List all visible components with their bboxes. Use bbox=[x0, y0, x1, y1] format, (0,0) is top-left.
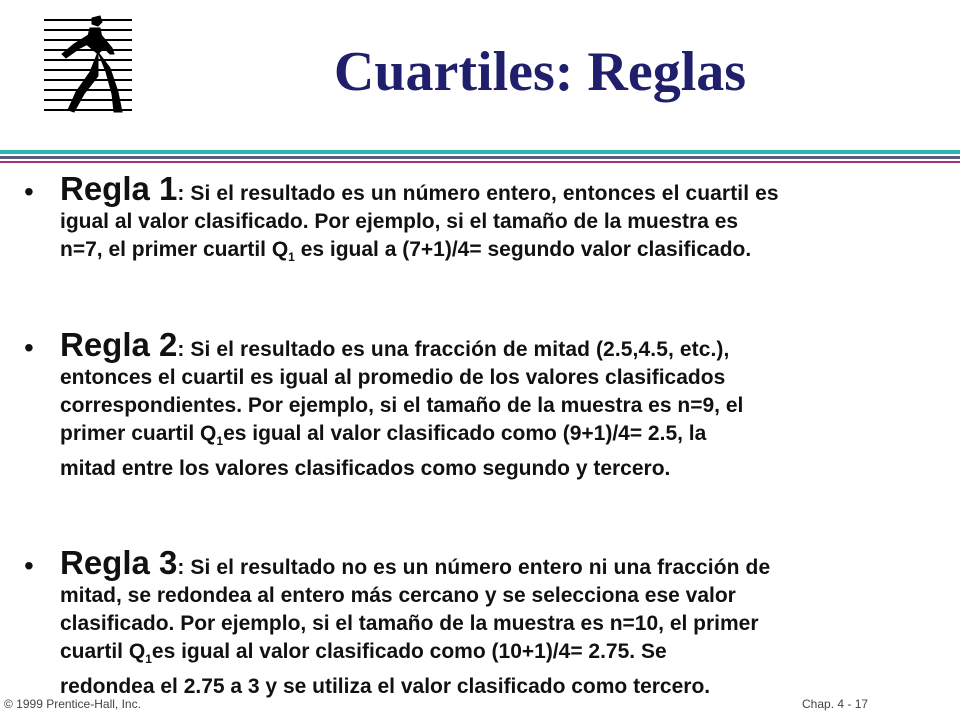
rule-line-text: es igual a (7+1)/4= segundo valor clasificado. bbox=[294, 238, 752, 261]
divider-gray bbox=[0, 156, 960, 159]
bullet: • bbox=[24, 332, 34, 363]
divider-teal bbox=[0, 150, 960, 154]
rule-text bbox=[60, 546, 940, 701]
rule-line: clasificado. Por ejemplo, si el tamaño de la muestra es n=10, el primer bbox=[60, 612, 759, 635]
rule-line-text: : Si el resultado no es un número entero ni una fracción de bbox=[177, 556, 771, 579]
rule-line bbox=[60, 172, 940, 208]
rule-line-text: primer cuartil Q bbox=[60, 422, 217, 445]
rule-line-text: es igual al valor clasificado como (10+1)/4= 2.75. Se bbox=[151, 640, 667, 663]
rule-line-text: es igual al valor clasificado como (9+1)/4= 2.5, la bbox=[223, 422, 707, 445]
rule-line-text: cuartil Q bbox=[60, 640, 146, 663]
rule-line: redondea el 2.75 a 3 y se utiliza el valor clasificado como tercero. bbox=[60, 675, 711, 699]
rule-line bbox=[60, 328, 940, 364]
subscript: 1 bbox=[145, 652, 152, 667]
rule-line bbox=[60, 236, 940, 271]
rule-text bbox=[60, 328, 940, 483]
page-number-footer: Chap. 4 - 17 bbox=[802, 697, 869, 711]
slide-title: Cuartiles: Reglas bbox=[333, 41, 747, 103]
divider-purple bbox=[0, 161, 960, 163]
rule-line bbox=[60, 638, 940, 673]
subscript: 1 bbox=[288, 250, 295, 265]
rule-line-text: : Si el resultado es un número entero, entonces el cuartil es bbox=[177, 182, 779, 205]
rule-line bbox=[60, 546, 940, 582]
rule-line: mitad, se redondea al entero más cercano y se selecciona ese valor bbox=[60, 584, 736, 607]
rule-line bbox=[60, 420, 940, 455]
rule-line: correspondientes. Por ejemplo, si el tamaño de la muestra es n=9, el bbox=[60, 394, 744, 417]
rule-text bbox=[60, 172, 940, 271]
rule-line-text: n=7, el primer cuartil Q bbox=[60, 238, 289, 261]
runner-logo-icon bbox=[40, 14, 136, 118]
rule-heading: Regla 2 bbox=[60, 326, 178, 363]
rule-line-text: : Si el resultado es una fracción de mitad (2.5,4.5, etc.), bbox=[177, 338, 730, 361]
rule-heading: Regla 1 bbox=[60, 170, 178, 207]
copyright-footer: © 1999 Prentice-Hall, Inc. bbox=[4, 697, 141, 711]
bullet: • bbox=[24, 176, 34, 207]
rule-line: mitad entre los valores clasificados como segundo y tercero. bbox=[60, 457, 671, 481]
bullet: • bbox=[24, 550, 34, 581]
subscript: 1 bbox=[216, 434, 224, 449]
rule-line: igual al valor clasificado. Por ejemplo, si el tamaño de la muestra es bbox=[60, 210, 739, 233]
rule-heading: Regla 3 bbox=[60, 544, 178, 581]
rule-line: entonces el cuartil es igual al promedio de los valores clasificados bbox=[60, 366, 726, 389]
